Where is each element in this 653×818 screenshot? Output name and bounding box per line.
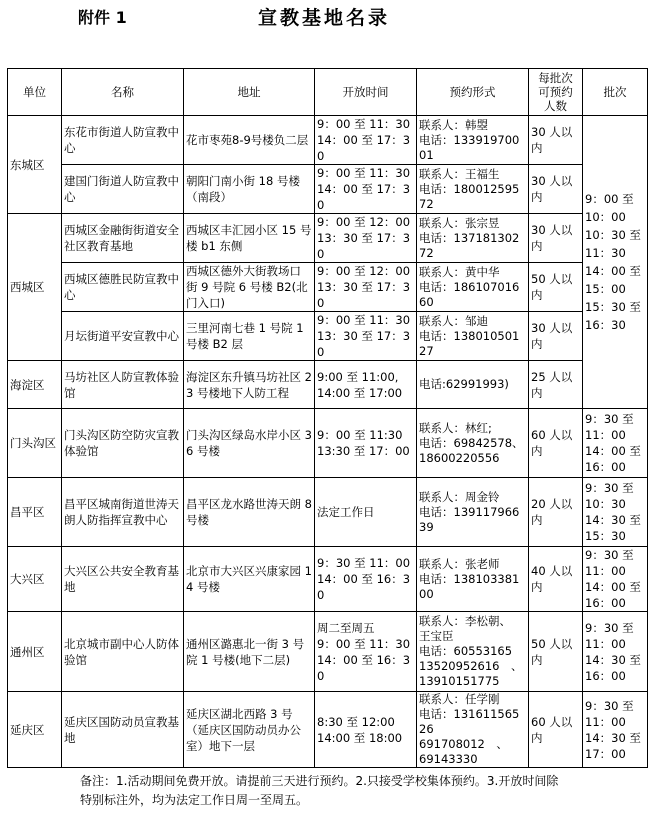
column-header-batch: 批次 — [583, 69, 648, 116]
column-header-unit: 单位 — [8, 69, 62, 116]
capacity-cell: 50 人以内 — [529, 263, 583, 312]
capacity-cell: 30 人以内 — [529, 214, 583, 263]
table-row — [8, 165, 648, 214]
booking-cell: 电话:62991993) — [417, 361, 529, 409]
table-row — [8, 547, 648, 612]
hours-cell: 法定工作日 — [315, 478, 417, 547]
table-row — [8, 478, 648, 547]
table-row — [8, 692, 648, 768]
address-cell: 通州区潞惠北一街 3 号院 1 号楼(地下二层) — [184, 612, 315, 692]
table-row — [8, 612, 648, 692]
capacity-cell: 30 人以内 — [529, 165, 583, 214]
table-row — [8, 116, 648, 165]
unit-cell: 西城区 — [8, 214, 62, 361]
batch-cell: 9：30 至 11：00 14：30 至 17：00 — [583, 692, 648, 768]
capacity-cell: 25 人以内 — [529, 361, 583, 409]
address-cell: 西城区丰汇园小区 15 号楼 b1 东侧 — [184, 214, 315, 263]
booking-cell: 联系人：张宗昱 电话：13718130272 — [417, 214, 529, 263]
hours-cell: 9:00 至 11:00, 14:00 至 17:00 — [315, 361, 417, 409]
hours-cell: 9：00 至 12：00 13：30 至 17：30 — [315, 214, 417, 263]
address-cell: 延庆区湖北西路 3 号（延庆区国防动员办公室）地下一层 — [184, 692, 315, 768]
name-cell: 西城区德胜民防宣教中心 — [62, 263, 184, 312]
column-header-booking: 预约形式 — [417, 69, 529, 116]
hours-cell: 周二至周五 9：00 至 11：30 14：00 至 16：30 — [315, 612, 417, 692]
name-cell: 建国门街道人防宣教中心 — [62, 165, 184, 214]
name-cell: 延庆区国防动员宣教基地 — [62, 692, 184, 768]
table-header-row — [8, 69, 648, 116]
capacity-cell: 30 人以内 — [529, 312, 583, 361]
name-cell: 北京城市副中心人防体验馆 — [62, 612, 184, 692]
address-cell: 北京市大兴区兴康家园 14 号楼 — [184, 547, 315, 612]
name-cell: 大兴区公共安全教育基地 — [62, 547, 184, 612]
capacity-cell: 30 人以内 — [529, 116, 583, 165]
unit-cell: 通州区 — [8, 612, 62, 692]
unit-cell: 门头沟区 — [8, 409, 62, 478]
column-header-hours: 开放时间 — [315, 69, 417, 116]
table-row — [8, 409, 648, 478]
booking-cell: 联系人：黄中华 电话：18610701660 — [417, 263, 529, 312]
booking-cell: 联系人：邹迪 电话：13801050127 — [417, 312, 529, 361]
address-cell: 花市枣苑8-9号楼负二层 — [184, 116, 315, 165]
hours-cell: 9：00 至 11：30 14：00 至 17：30 — [315, 165, 417, 214]
unit-cell: 大兴区 — [8, 547, 62, 612]
batch-cell-shared: 9：00 至 10：00 10：30 至 11：30 14：00 至 15：00 15：30 至 16：30 — [583, 116, 648, 409]
booking-cell: 联系人：韩曌 电话：13391970001 — [417, 116, 529, 165]
page-header — [0, 0, 653, 68]
address-cell: 昌平区龙水路世涛天朗 8 号楼 — [184, 478, 315, 547]
capacity-cell: 20 人以内 — [529, 478, 583, 547]
hours-cell: 9：00 至 11:30 13:30 至 17：00 — [315, 409, 417, 478]
page-title: 宣教基地名录 — [258, 7, 391, 29]
table-row — [8, 312, 648, 361]
batch-cell: 9：30 至 10：30 14：30 至 15：30 — [583, 478, 648, 547]
table-row — [8, 361, 648, 409]
footnote: 备注：1.活动期间免费开放。请提前三天进行预约。2.只接受学校集体预约。3.开放时间除特别标注外，均为法定工作日周一至周五。 — [80, 774, 559, 807]
batch-cell: 9：30 至 11：00 14：30 至 16：00 — [583, 612, 648, 692]
booking-cell: 联系人：张老师 电话：13810338100 — [417, 547, 529, 612]
column-header-address: 地址 — [184, 69, 315, 116]
hours-cell: 9：00 至 12：00 13：30 至 17：30 — [315, 263, 417, 312]
column-header-capacity: 每批次 可预约 人数 — [529, 69, 583, 116]
hours-cell: 8:30 至 12:00 14:00 至 18:00 — [315, 692, 417, 768]
capacity-cell: 60 人以内 — [529, 692, 583, 768]
capacity-cell: 40 人以内 — [529, 547, 583, 612]
capacity-cell: 50 人以内 — [529, 612, 583, 692]
booking-cell: 联系人：王福生 电话：18001259572 — [417, 165, 529, 214]
unit-cell: 东城区 — [8, 116, 62, 214]
name-cell: 昌平区城南街道世涛天朗人防指挥宣教中心 — [62, 478, 184, 547]
unit-cell: 海淀区 — [8, 361, 62, 409]
address-cell: 三里河南七巷 1 号院 1 号楼 B2 层 — [184, 312, 315, 361]
hours-cell: 9：00 至 11：30 14：00 至 17：30 — [315, 116, 417, 165]
booking-cell: 联系人：林红; 电话：69842578、 18600220556 — [417, 409, 529, 478]
unit-cell: 延庆区 — [8, 692, 62, 768]
name-cell: 门头沟区防空防灾宣教体验馆 — [62, 409, 184, 478]
name-cell: 东花市街道人防宣教中心 — [62, 116, 184, 165]
batch-cell: 9：30 至 11：00 14：00 至 16：00 — [583, 409, 648, 478]
name-cell: 马坊社区人防宣教体验馆 — [62, 361, 184, 409]
column-header-name: 名称 — [62, 69, 184, 116]
address-cell: 海淀区东升镇马坊社区 23 号楼地下人防工程 — [184, 361, 315, 409]
base-directory-table — [7, 68, 648, 768]
name-cell: 月坛街道平安宣教中心 — [62, 312, 184, 361]
capacity-cell: 60 人以内 — [529, 409, 583, 478]
address-cell: 门头沟区绿岛水岸小区 36 号楼 — [184, 409, 315, 478]
attachment-label: 附件 1 — [78, 8, 127, 27]
table-row — [8, 263, 648, 312]
hours-cell: 9：00 至 11：30 13：30 至 17：30 — [315, 312, 417, 361]
unit-cell: 昌平区 — [8, 478, 62, 547]
booking-cell: 联系人：周金铃 电话：13911796639 — [417, 478, 529, 547]
address-cell: 西城区德外大街教场口街 9 号院 6 号楼 B2(北门入口) — [184, 263, 315, 312]
table-row — [8, 214, 648, 263]
address-cell: 朝阳门南小街 18 号楼（南段） — [184, 165, 315, 214]
booking-cell: 联系人：李松朝、 王宝臣 电话：60553165 13520952616 、 13910151775 — [417, 612, 529, 692]
batch-cell: 9：30 至 11：00 14：00 至 16：00 — [583, 547, 648, 612]
name-cell: 西城区金融街街道安全社区教育基地 — [62, 214, 184, 263]
hours-cell: 9：30 至 11：00 14：00 至 16：30 — [315, 547, 417, 612]
booking-cell: 联系人：任学刚 电话：13161156526 691708012 、 69143330 — [417, 692, 529, 768]
